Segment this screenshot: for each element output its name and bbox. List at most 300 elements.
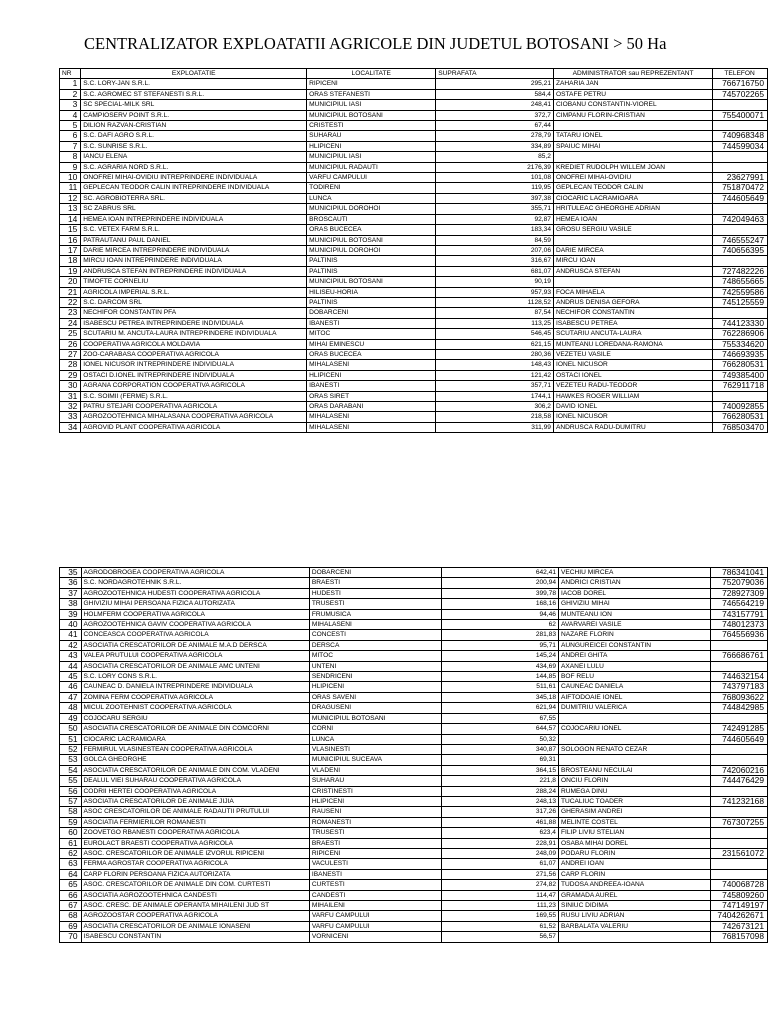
surface-area: 357,71 bbox=[436, 381, 554, 391]
administrator: NECHIFOR CONSTANTIN bbox=[553, 308, 712, 318]
table-row bbox=[60, 599, 768, 609]
surface-area: 87,54 bbox=[436, 308, 554, 318]
administrator: ZAHARIA JAN bbox=[553, 79, 712, 89]
administrator: ANDRICI CRISTIAN bbox=[558, 578, 711, 588]
surface-area: 461,88 bbox=[441, 817, 558, 827]
surface-area: 372,7 bbox=[436, 110, 554, 120]
phone: 766716750 bbox=[713, 79, 768, 89]
phone: 755334620 bbox=[713, 339, 768, 349]
phone bbox=[711, 713, 768, 723]
exploitation-name: SC SPECIAL-MILK SRL bbox=[81, 100, 307, 110]
table-row bbox=[60, 692, 768, 702]
surface-area: 280,36 bbox=[436, 349, 554, 359]
row-number: 24 bbox=[60, 318, 81, 328]
locality: SUHARAU bbox=[309, 776, 441, 786]
row-number: 9 bbox=[60, 162, 81, 172]
locality: TRUSESTI bbox=[309, 828, 441, 838]
phone: 742673121 bbox=[711, 921, 768, 931]
exploitation-name: ASOCIATIA CRESCATORILOR DE ANIMALE DIN COMCORNI bbox=[81, 724, 309, 734]
exploitation-name: ASOC. CRESCATORILOR DE ANIMALE IZVORUL RIPICENI bbox=[81, 848, 309, 858]
row-number: 10 bbox=[60, 173, 81, 183]
row-number: 39 bbox=[60, 609, 82, 619]
surface-area: 2176,39 bbox=[436, 162, 554, 172]
phone bbox=[713, 308, 768, 318]
row-number: 42 bbox=[60, 640, 82, 650]
exploitation-name: CIOCARIC LACRAMIOARA bbox=[81, 734, 309, 744]
row-number: 65 bbox=[60, 880, 82, 890]
phone: 740656395 bbox=[713, 245, 768, 255]
phone: 748655665 bbox=[713, 277, 768, 287]
phone: 766280531 bbox=[713, 412, 768, 422]
surface-area: 317,26 bbox=[441, 807, 558, 817]
phone bbox=[711, 807, 768, 817]
phone: 744123330 bbox=[713, 318, 768, 328]
row-number: 14 bbox=[60, 214, 81, 224]
exploitation-name: AGRODOBROGEA COOPERATIVA AGRICOLA bbox=[81, 568, 309, 578]
phone: 744605649 bbox=[713, 193, 768, 203]
row-number: 3 bbox=[60, 100, 81, 110]
exploitation-name: S.C. LORY CONS S.R.L. bbox=[81, 672, 309, 682]
phone bbox=[711, 661, 768, 671]
header-localitate: LOCALITATE bbox=[307, 69, 436, 79]
phone bbox=[711, 640, 768, 650]
table-row bbox=[60, 630, 768, 640]
surface-area: 511,61 bbox=[441, 682, 558, 692]
table-row bbox=[60, 370, 768, 380]
row-number: 29 bbox=[60, 370, 81, 380]
surface-area: 121,42 bbox=[436, 370, 554, 380]
exploitation-name: S.C. NORDAGROTEHNIK S.R.L. bbox=[81, 578, 309, 588]
administrator bbox=[558, 755, 711, 765]
locality: BRAESTI bbox=[309, 838, 441, 848]
locality: RAUSENI bbox=[309, 807, 441, 817]
table-header-row bbox=[60, 69, 768, 79]
row-number: 38 bbox=[60, 599, 82, 609]
locality: ORAS BUCECEA bbox=[307, 225, 436, 235]
phone: 7404262671 bbox=[711, 911, 768, 921]
administrator: DAVID IONEL bbox=[553, 402, 712, 412]
administrator bbox=[553, 235, 712, 245]
administrator: SPAIUC MIHAI bbox=[553, 141, 712, 151]
locality: HUDESTI bbox=[309, 588, 441, 598]
administrator: DUMITRIU VALERICA bbox=[558, 703, 711, 713]
phone: 740068728 bbox=[711, 880, 768, 890]
surface-area: 67,55 bbox=[441, 713, 558, 723]
row-number: 17 bbox=[60, 245, 81, 255]
surface-area: 69,31 bbox=[441, 755, 558, 765]
surface-area: 364,15 bbox=[441, 765, 558, 775]
administrator: HRITULEAC GHEORGHE ADRIAN bbox=[553, 204, 712, 214]
locality: MUNICIPIUL DOROHOI bbox=[307, 245, 436, 255]
exploitation-name: ASOCIATIA CRESCATORILOR DE ANIMALE M.A.D DERSCA bbox=[81, 640, 309, 650]
row-number: 37 bbox=[60, 588, 82, 598]
administrator: ANDRUS DENISA GEFORA bbox=[553, 297, 712, 307]
locality: MIHALASENI bbox=[309, 620, 441, 630]
row-number: 1 bbox=[60, 79, 81, 89]
row-number: 32 bbox=[60, 402, 81, 412]
phone: 768503470 bbox=[713, 422, 768, 432]
administrator: VEZETEU VASILE bbox=[553, 349, 712, 359]
surface-area: 169,55 bbox=[441, 911, 558, 921]
locality: VACULESTI bbox=[309, 859, 441, 869]
exploitation-name: ZOMINA FERM COOPERATIVA AGRICOLA bbox=[81, 692, 309, 702]
surface-area: 278,79 bbox=[436, 131, 554, 141]
table-row bbox=[60, 297, 768, 307]
surface-area: 306,2 bbox=[436, 402, 554, 412]
phone bbox=[711, 755, 768, 765]
phone bbox=[711, 744, 768, 754]
phone bbox=[713, 225, 768, 235]
table-row bbox=[60, 329, 768, 339]
surface-area: 546,45 bbox=[436, 329, 554, 339]
phone: 231561072 bbox=[711, 848, 768, 858]
exploitation-name: MIRCU IOAN INTREPRINDERE INDIVIDUALA bbox=[81, 256, 307, 266]
table-row bbox=[60, 360, 768, 370]
exploitation-name: PATRU STEJARI COOPERATIVA AGRICOLA bbox=[81, 402, 307, 412]
locality: VARFU CAMPULUI bbox=[309, 911, 441, 921]
row-number: 50 bbox=[60, 724, 82, 734]
administrator: RUSU LIVIU ADRIAN bbox=[558, 911, 711, 921]
table-row bbox=[60, 277, 768, 287]
row-number: 20 bbox=[60, 277, 81, 287]
table-row bbox=[60, 152, 768, 162]
phone: 744476429 bbox=[711, 776, 768, 786]
exploitation-name: ANDRUSCA STEFAN INTREPRINDERE INDIVIDUALA bbox=[81, 266, 307, 276]
phone: 745125559 bbox=[713, 297, 768, 307]
exploitation-name: COJOCARU SERGIU bbox=[81, 713, 309, 723]
exploitations-table-part-2 bbox=[59, 567, 768, 943]
locality: MIHAI EMINESCU bbox=[307, 339, 436, 349]
table-row bbox=[60, 266, 768, 276]
row-number: 6 bbox=[60, 131, 81, 141]
exploitation-name: FERMIRUL VLASINESTEAN COOPERATIVA AGRICOLA bbox=[81, 744, 309, 754]
phone bbox=[713, 256, 768, 266]
administrator: MELINTE COSTEL bbox=[558, 817, 711, 827]
phone: 742559586 bbox=[713, 287, 768, 297]
surface-area: 1744,1 bbox=[436, 391, 554, 401]
exploitation-name: S.C. SUNRISE S.R.L. bbox=[81, 141, 307, 151]
table-row bbox=[60, 402, 768, 412]
surface-area: 644,57 bbox=[441, 724, 558, 734]
administrator: IONEL NICUSOR bbox=[553, 360, 712, 370]
surface-area: 145,24 bbox=[441, 651, 558, 661]
exploitation-name: AGROZOOTEHNICA HUDESTI COOPERATIVA AGRICOLA bbox=[81, 588, 309, 598]
surface-area: 316,67 bbox=[436, 256, 554, 266]
administrator: FILIP LIVIU STELIAN bbox=[558, 828, 711, 838]
surface-area: 355,71 bbox=[436, 204, 554, 214]
surface-area: 92,87 bbox=[436, 214, 554, 224]
table-row bbox=[60, 713, 768, 723]
exploitation-name: AGROZOOTEHNICA MIHALASANA COOPERATIVA AGRICOLA bbox=[81, 412, 307, 422]
administrator: AIFTODOAIE IONEL bbox=[558, 692, 711, 702]
table-row bbox=[60, 817, 768, 827]
row-number: 15 bbox=[60, 225, 81, 235]
table-row bbox=[60, 921, 768, 931]
locality: HLIPICENI bbox=[309, 682, 441, 692]
table-row bbox=[60, 765, 768, 775]
row-number: 19 bbox=[60, 266, 81, 276]
table-row bbox=[60, 651, 768, 661]
locality: CRISTINESTI bbox=[309, 786, 441, 796]
table-row bbox=[60, 848, 768, 858]
exploitation-name: AGROVID PLANT COOPERATIVA AGRICOLA bbox=[81, 422, 307, 432]
administrator: ANDREI GHITA bbox=[558, 651, 711, 661]
row-number: 23 bbox=[60, 308, 81, 318]
phone: 740092855 bbox=[713, 402, 768, 412]
phone: 768093622 bbox=[711, 692, 768, 702]
exploitation-name: IONEL NICUSOR INTREPRINDERE INDIVIDUALA bbox=[81, 360, 307, 370]
phone: 762286906 bbox=[713, 329, 768, 339]
administrator: AXANEI LULU bbox=[558, 661, 711, 671]
administrator: GHIVIZIU MIHAI bbox=[558, 599, 711, 609]
row-number: 2 bbox=[60, 89, 81, 99]
administrator: OSTAFE PETRU bbox=[553, 89, 712, 99]
row-number: 43 bbox=[60, 651, 82, 661]
table-row bbox=[60, 734, 768, 744]
locality: MIHALASENI bbox=[307, 412, 436, 422]
row-number: 66 bbox=[60, 890, 82, 900]
administrator: RUMEGA DINU bbox=[558, 786, 711, 796]
administrator bbox=[553, 277, 712, 287]
administrator: BROSTEANU NECULAI bbox=[558, 765, 711, 775]
locality: CURTESTI bbox=[309, 880, 441, 890]
surface-area: 101,08 bbox=[436, 173, 554, 183]
locality: FRUMUSICA bbox=[309, 609, 441, 619]
administrator: OSABA MIHAI DOREL bbox=[558, 838, 711, 848]
table-row bbox=[60, 661, 768, 671]
surface-area: 95,71 bbox=[441, 640, 558, 650]
exploitation-name: S.C. DARCOM SRL bbox=[81, 297, 307, 307]
administrator: SOLOGON RENATO CEZAR bbox=[558, 744, 711, 754]
administrator: BOF RELU bbox=[558, 672, 711, 682]
surface-area: 207,06 bbox=[436, 245, 554, 255]
table-row bbox=[60, 620, 768, 630]
locality: ORAS BUCECEA bbox=[307, 349, 436, 359]
table-row bbox=[60, 89, 768, 99]
administrator bbox=[553, 121, 712, 131]
row-number: 53 bbox=[60, 755, 82, 765]
table-row bbox=[60, 412, 768, 422]
exploitation-name: EUROLACT BRAESTI COOPERATIVA AGRICOLA bbox=[81, 838, 309, 848]
row-number: 51 bbox=[60, 734, 82, 744]
surface-area: 144,85 bbox=[441, 672, 558, 682]
exploitation-name: ASOCIATIA CRESCATORILOR DE ANIMALE IONASENI bbox=[81, 921, 309, 931]
row-number: 27 bbox=[60, 349, 81, 359]
exploitation-name: ASOCIATIA CRESCATORILOR DE ANIMALE DIN COM. VLADENI bbox=[81, 765, 309, 775]
exploitation-name: DILION RAZVAN-CRISTIAN bbox=[81, 121, 307, 131]
surface-area: 334,89 bbox=[436, 141, 554, 151]
exploitations-table-part-1 bbox=[59, 68, 768, 433]
exploitation-name: AGROZOOTEHNICA GAVIV COOPERATIVA AGRICOLA bbox=[81, 620, 309, 630]
header-suprafata: SUPRAFATA bbox=[436, 69, 554, 79]
row-number: 46 bbox=[60, 682, 82, 692]
administrator: DARIE MIRCEA bbox=[553, 245, 712, 255]
administrator: CARP FLORIN bbox=[558, 869, 711, 879]
exploitation-name: S.C. AGROMEC ST STEFANESTI S.R.L. bbox=[81, 89, 307, 99]
row-number: 57 bbox=[60, 796, 82, 806]
surface-area: 200,94 bbox=[441, 578, 558, 588]
administrator: VECHIU MIRCEA bbox=[558, 568, 711, 578]
locality: DOBARCENI bbox=[307, 308, 436, 318]
locality: ORAS SIRET bbox=[307, 391, 436, 401]
row-number: 61 bbox=[60, 838, 82, 848]
surface-area: 248,41 bbox=[436, 100, 554, 110]
exploitation-name: HOLMFERM COOPERATIVA AGRICOLA bbox=[81, 609, 309, 619]
phone: 742060216 bbox=[711, 765, 768, 775]
table-row bbox=[60, 796, 768, 806]
phone bbox=[711, 859, 768, 869]
locality: MUNICIPIUL DOROHOI bbox=[307, 204, 436, 214]
exploitation-name: ASOCIATIA FERMIERILOR ROMANESTI bbox=[81, 817, 309, 827]
administrator: ONOFREI MIHAI-OVIDIU bbox=[553, 173, 712, 183]
administrator bbox=[558, 713, 711, 723]
phone: 728927309 bbox=[711, 588, 768, 598]
row-number: 54 bbox=[60, 765, 82, 775]
page-title: CENTRALIZATOR EXPLOATATII AGRICOLE DIN JUDETUL BOTOSANI > 50 Ha bbox=[84, 34, 667, 53]
surface-area: 183,34 bbox=[436, 225, 554, 235]
phone bbox=[713, 204, 768, 214]
exploitation-name: OSTACI D.IONEL INTREPRINDERE INDIVIDUALA bbox=[81, 370, 307, 380]
locality: MUNICIPIUL BOTOSANI bbox=[309, 713, 441, 723]
administrator: ANDRUSCA STEFAN bbox=[553, 266, 712, 276]
surface-area: 681,07 bbox=[436, 266, 554, 276]
phone bbox=[713, 391, 768, 401]
phone: 744599034 bbox=[713, 141, 768, 151]
exploitation-name: S.C. LORY-JAN S.R.L. bbox=[81, 79, 307, 89]
phone: 751870472 bbox=[713, 183, 768, 193]
row-number: 25 bbox=[60, 329, 81, 339]
surface-area: 168,16 bbox=[441, 599, 558, 609]
locality: RIPICENI bbox=[307, 79, 436, 89]
table-row bbox=[60, 640, 768, 650]
locality: MUNICIPIUL RADAUTI bbox=[307, 162, 436, 172]
phone: 766686761 bbox=[711, 651, 768, 661]
phone: 749385400 bbox=[713, 370, 768, 380]
locality: CORNI bbox=[309, 724, 441, 734]
locality: MUNICIPIUL BOTOSANI bbox=[307, 277, 436, 287]
administrator: CAUNEAC DANIELA bbox=[558, 682, 711, 692]
exploitation-name: IANCU ELENA bbox=[81, 152, 307, 162]
table-row bbox=[60, 121, 768, 131]
locality: CONCESTI bbox=[309, 630, 441, 640]
exploitation-name: CONCEASCA COOPERATIVA AGRICOLA bbox=[81, 630, 309, 640]
exploitation-name: CARP FLORIN PERSOANA FIZICA AUTORIZATA bbox=[81, 869, 309, 879]
administrator bbox=[558, 734, 711, 744]
surface-area: 399,78 bbox=[441, 588, 558, 598]
table-row bbox=[60, 173, 768, 183]
locality: ROMANESTI bbox=[309, 817, 441, 827]
row-number: 16 bbox=[60, 235, 81, 245]
exploitation-name: S.C. AGRARIA NORD S.R.L. bbox=[81, 162, 307, 172]
locality: PALTINIS bbox=[307, 256, 436, 266]
table-row bbox=[60, 245, 768, 255]
row-number: 7 bbox=[60, 141, 81, 151]
row-number: 21 bbox=[60, 287, 81, 297]
locality: HLIPICENI bbox=[307, 370, 436, 380]
locality: IBANESTI bbox=[307, 318, 436, 328]
row-number: 26 bbox=[60, 339, 81, 349]
table-row bbox=[60, 339, 768, 349]
table-row bbox=[60, 609, 768, 619]
locality: PALTINIS bbox=[307, 266, 436, 276]
locality: VLADENI bbox=[309, 765, 441, 775]
surface-area: 61,07 bbox=[441, 859, 558, 869]
header-administrator: ADMINISTRATOR sau REPREZENTANT bbox=[553, 69, 712, 79]
administrator: GHERASIM ANDREI bbox=[558, 807, 711, 817]
row-number: 62 bbox=[60, 848, 82, 858]
exploitation-name: HEMEA IOAN INTREPRINDERE INDIVIDUALA bbox=[81, 214, 307, 224]
table-row bbox=[60, 744, 768, 754]
phone: 743157791 bbox=[711, 609, 768, 619]
surface-area: 113,25 bbox=[436, 318, 554, 328]
phone bbox=[711, 838, 768, 848]
phone: 744632154 bbox=[711, 672, 768, 682]
table-row bbox=[60, 911, 768, 921]
phone: 740968348 bbox=[713, 131, 768, 141]
table-row bbox=[60, 828, 768, 838]
table-row bbox=[60, 318, 768, 328]
row-number: 31 bbox=[60, 391, 81, 401]
table-row bbox=[60, 703, 768, 713]
header-telefon: TELEFON bbox=[713, 69, 768, 79]
exploitation-name: DEALUL VIEI SUHARAU COOPERATIVA AGRICOLA bbox=[81, 776, 309, 786]
row-number: 22 bbox=[60, 297, 81, 307]
phone bbox=[713, 152, 768, 162]
table-row bbox=[60, 162, 768, 172]
locality: IBANESTI bbox=[307, 381, 436, 391]
locality: BRAESTI bbox=[309, 578, 441, 588]
phone bbox=[713, 100, 768, 110]
administrator: AVARVAREI VASILE bbox=[558, 620, 711, 630]
table-row bbox=[60, 890, 768, 900]
table-row bbox=[60, 100, 768, 110]
locality: SUHARAU bbox=[307, 131, 436, 141]
row-number: 8 bbox=[60, 152, 81, 162]
locality: MIHALASENI bbox=[307, 360, 436, 370]
administrator: MUNTEANU LOREDANA-RAMONA bbox=[553, 339, 712, 349]
administrator: FOCA MIHAELA bbox=[553, 287, 712, 297]
row-number: 64 bbox=[60, 869, 82, 879]
phone: 23627991 bbox=[713, 173, 768, 183]
surface-area: 274,82 bbox=[441, 880, 558, 890]
table-row bbox=[60, 79, 768, 89]
surface-area: 340,87 bbox=[441, 744, 558, 754]
administrator: GEPLECAN TEODOR CALIN bbox=[553, 183, 712, 193]
surface-area: 295,21 bbox=[436, 79, 554, 89]
table-row bbox=[60, 349, 768, 359]
phone: 741232168 bbox=[711, 796, 768, 806]
phone: 745809260 bbox=[711, 890, 768, 900]
table-row bbox=[60, 141, 768, 151]
row-number: 55 bbox=[60, 776, 82, 786]
administrator: COJOCARIU IONEL bbox=[558, 724, 711, 734]
surface-area: 584,4 bbox=[436, 89, 554, 99]
locality: UNTENI bbox=[309, 661, 441, 671]
table-row bbox=[60, 859, 768, 869]
row-number: 30 bbox=[60, 381, 81, 391]
table-row bbox=[60, 214, 768, 224]
surface-area: 114,47 bbox=[441, 890, 558, 900]
header-nr: NR bbox=[60, 69, 81, 79]
administrator: TUDOSA ANDREEA-IOANA bbox=[558, 880, 711, 890]
row-number: 28 bbox=[60, 360, 81, 370]
locality: LUNCA bbox=[309, 734, 441, 744]
exploitation-name: AGRICOLA IMPERIAL S.R.L. bbox=[81, 287, 307, 297]
row-number: 11 bbox=[60, 183, 81, 193]
table-row bbox=[60, 724, 768, 734]
surface-area: 228,91 bbox=[441, 838, 558, 848]
administrator: NAZARE FLORIN bbox=[558, 630, 711, 640]
